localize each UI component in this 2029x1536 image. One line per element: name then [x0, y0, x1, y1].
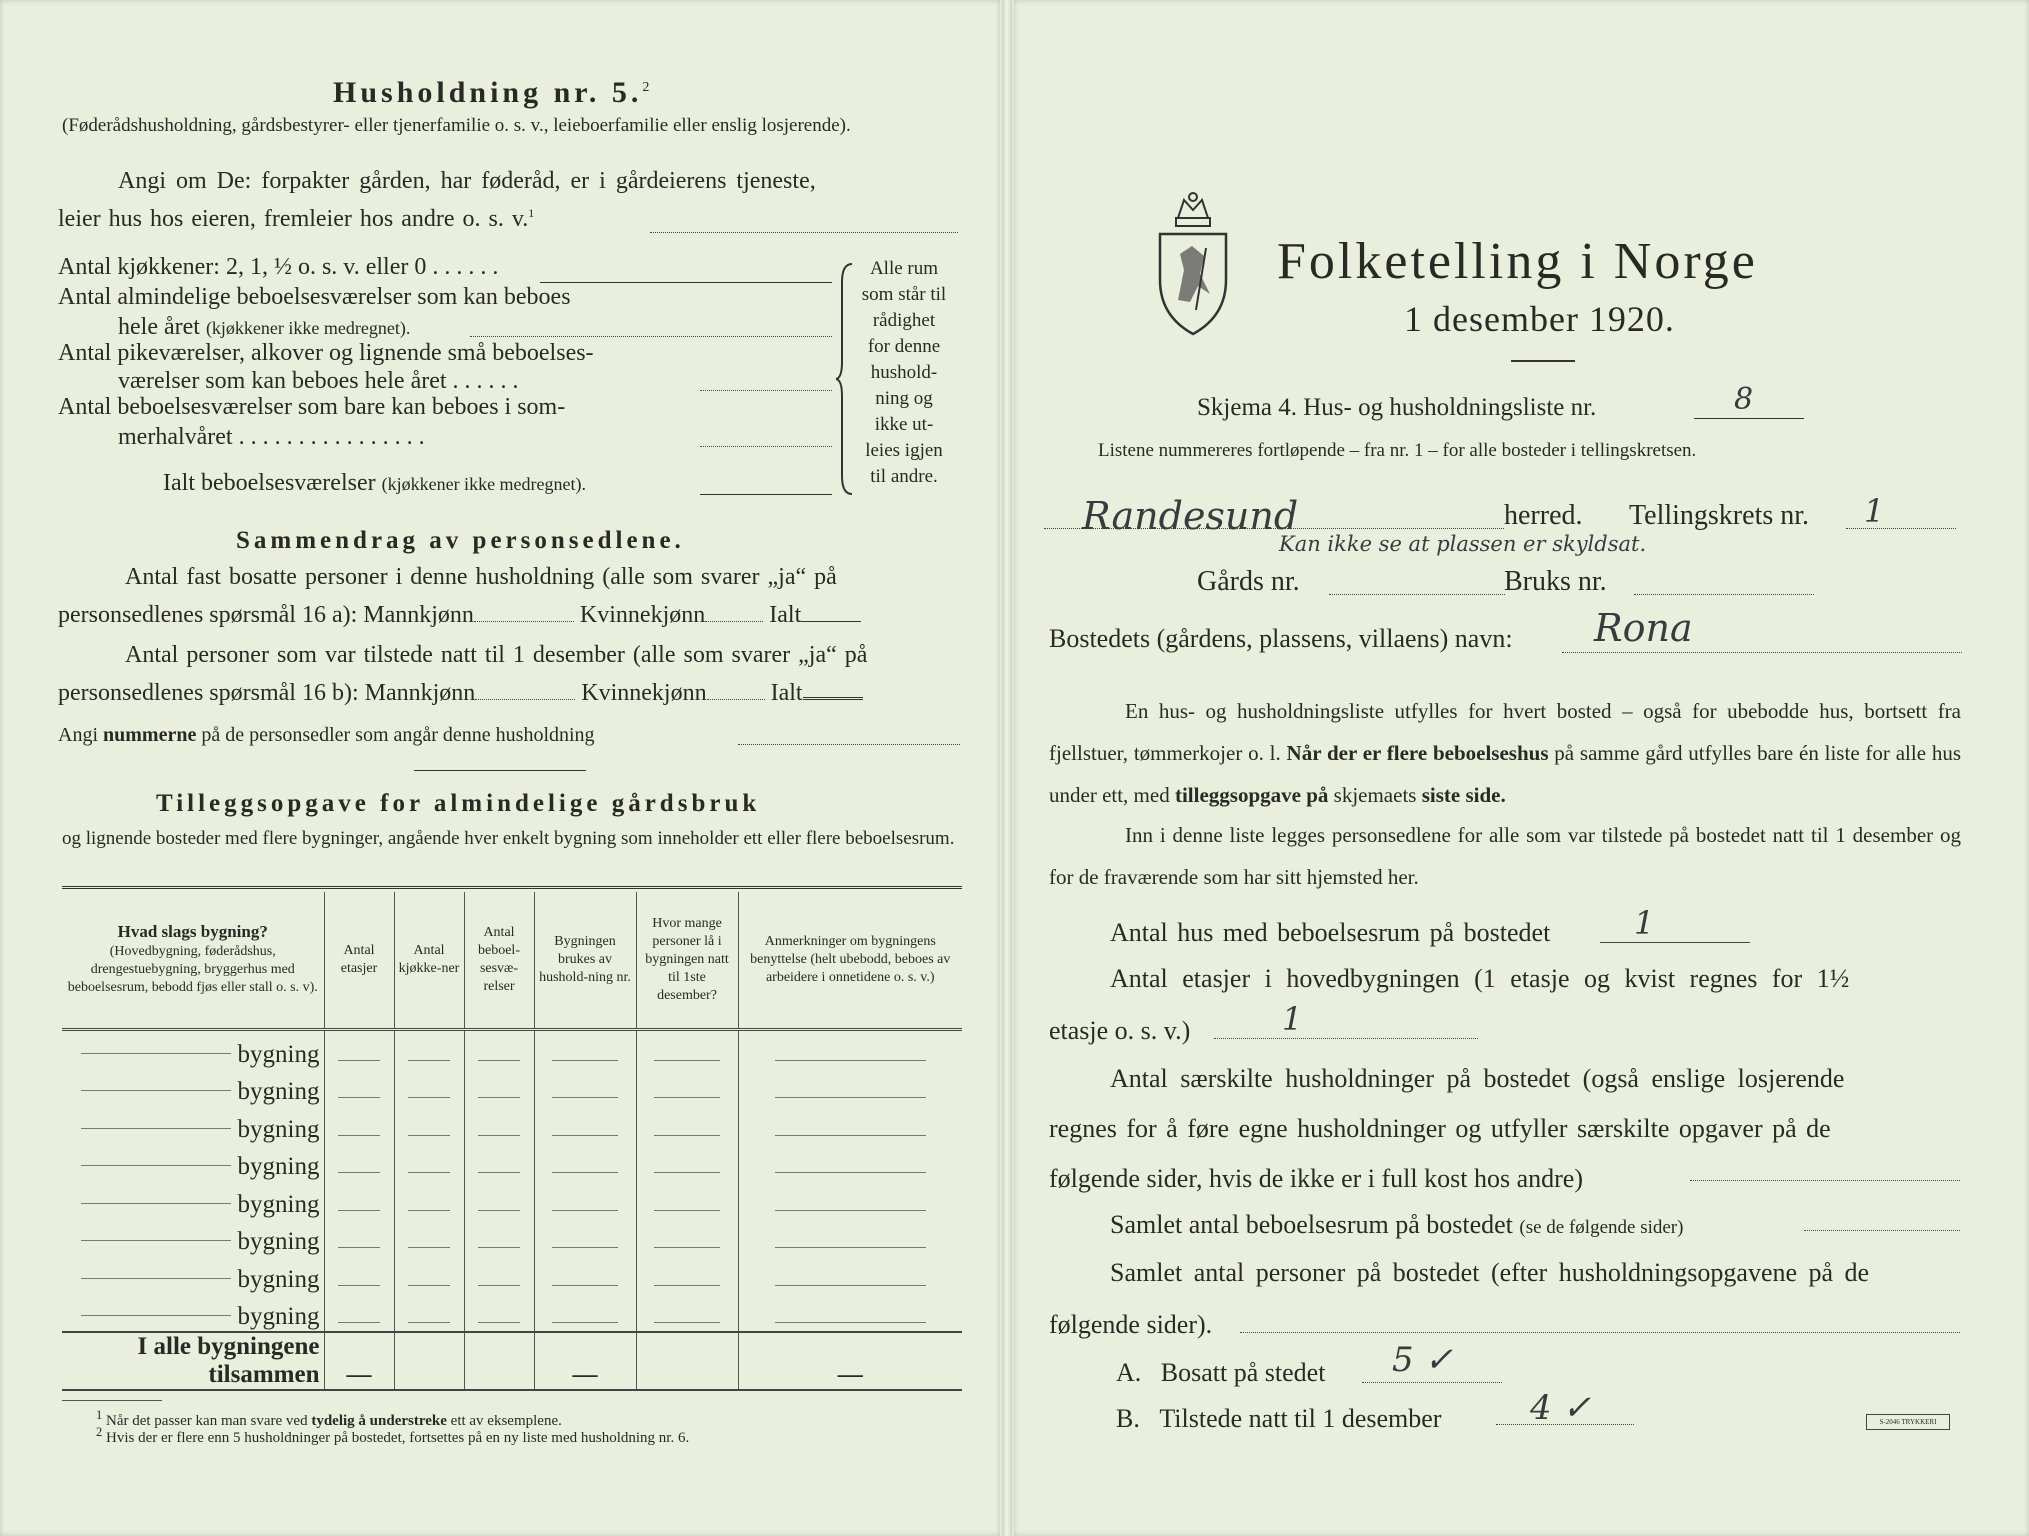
instruction-para-1: En hus- og husholdningsliste utfylles for hvert bosted – også for ubebodde hus, bortsett fra fjellstuer, tømmerkojer o. l. Når der er flere beboelseshus på samme gård utfylles bare én liste for alle hus under ett, med tilleggsopgave på skjemaets siste side. [1049, 699, 1961, 807]
left-page [0, 0, 1000, 1536]
summary-title: Sammendrag av personsedlene. [236, 527, 685, 554]
table-header-row [62, 892, 962, 1030]
houses-answer-line [1600, 942, 1750, 943]
krets-value: 1 [1864, 492, 1885, 530]
printer-stamp: S-2046 TRYKKERI [1866, 1414, 1950, 1430]
angi-numbers-answer-line [738, 744, 960, 745]
header-floors: Antal etasjer [324, 892, 394, 1030]
floors-label-2: etasje o. s. v.) [1049, 1016, 1191, 1045]
summer-rooms-label2: merhalvåret . . . . . . . . . . . . . . . . [118, 424, 425, 450]
floors-value: 1 [1282, 1000, 1303, 1038]
households-label-1: Antal særskilte husholdninger på bostedet (også enslige losjerende [1110, 1064, 1845, 1093]
total-rooms-answer-line [700, 494, 832, 495]
header-rooms: Antal beboel-sesvæ-relser [464, 892, 534, 1030]
gards-answer-line [1329, 594, 1505, 595]
ordinary-rooms-label2: hele året (kjøkkener ikke medregnet). [118, 314, 411, 340]
schema-line: Skjema 4. Hus- og husholdningsliste nr. [1197, 394, 1597, 421]
total-rooms-on-site: Samlet antal beboelsesrum på bostedet (se de følgende sider) [1110, 1210, 1684, 1239]
maid-rooms-label2: værelser som kan beboes hele året . . . . . . [118, 368, 519, 394]
total-rooms-label: Ialt beboelsesværelser (kjøkkener ikke medregnet). [163, 470, 587, 496]
kitchens-label: Antal kjøkkener: 2, 1, ½ o. s. v. eller 0 . . . . . . [58, 254, 499, 280]
page-fold [1002, 0, 1012, 1536]
krets-label: Tellingskrets nr. [1629, 500, 1810, 531]
floors-label-1: Antal etasjer i hovedbygningen (1 etasje og kvist regnes for 1½ [1110, 964, 1850, 993]
summer-rooms-label1: Antal beboelsesværelser som bare kan beboes i som- [58, 394, 566, 420]
household-intro-line1: Angi om De: forpakter gården, har føderåd, er i gårdeierens tjeneste, [118, 168, 816, 194]
table-top-rule [62, 886, 962, 889]
header-building-type: Hvad slags bygning? (Hovedbygning, føderådshus, drengestuebygning, bryggerhus med beboelsesrum, bebodd fjøs eller stall o. s. v). [62, 892, 324, 1030]
total-label: I alle bygningene tilsammen [62, 1332, 324, 1390]
schema-answer-line [1694, 418, 1804, 419]
header-household-used: Bygningen brukes av hushold-ning nr. [534, 892, 636, 1030]
summary-a-line2: personsedlenes spørsmål 16 a): Mannkjønn Kvinnekjønn Ialt [58, 602, 861, 629]
footnote-2: $^2$ Hvis der er flere enn 5 husholdninger på bostedet, fortsettes på en ny liste med husholdning nr. 6. [96, 1425, 690, 1446]
supplement-title: Tilleggsopgave for almindelige gårdsbruk [156, 790, 761, 817]
supplement-text: og lignende bosteder med flere bygninger, angående hver enkelt bygning som inneholder ett eller flere beboelsesrum. [62, 828, 955, 849]
bosted-answer-line [1562, 652, 1962, 653]
table-row: bygning [62, 1219, 962, 1257]
summer-rooms-answer-line [700, 446, 832, 447]
footnote-1: $^1$ Når det passer kan man svare ved tydelig å understreke ett av eksemplene. [96, 1408, 562, 1429]
table-row: bygning [62, 1106, 962, 1144]
angi-numbers-line: Angi nummerne på de personsedler som angår denne husholdning [58, 724, 595, 746]
footnote-rule [62, 1400, 162, 1401]
title-underline [1511, 360, 1575, 362]
census-title: Folketelling i Norge [1277, 233, 1758, 290]
households-label-2: regnes for å føre egne husholdninger og utfyller særskilte opgaver på de [1049, 1114, 1831, 1143]
households-answer-line [1690, 1180, 1960, 1181]
table-total-row: I alle bygningene tilsammen — — — [62, 1332, 962, 1390]
resident-answer-line [1362, 1382, 1502, 1383]
total-persons-label-2: følgende sider). [1049, 1310, 1213, 1339]
herred-note: Kan ikke se at plassen er skyldsat. [1279, 532, 1647, 556]
household-intro-line2: leier hus hos eieren, fremleier hos andre o. s. v.$^1$ [58, 206, 535, 232]
household-title: Husholdning nr. 5.$^2$ [333, 76, 650, 109]
present-label: B. Tilstede natt til 1 desember [1116, 1404, 1442, 1433]
ordinary-rooms-answer-line [470, 336, 832, 337]
maid-rooms-answer-line [700, 390, 832, 391]
household-intro-paren: (Føderådshusholdning, gårdsbestyrer- eller tjenerfamilie o. s. v., leieboerfamilie eller enslig losjerende). [62, 115, 851, 136]
table-row: bygning [62, 1256, 962, 1294]
table-row: bygning [62, 1144, 962, 1182]
gards-label: Gårds nr. [1197, 566, 1300, 597]
households-label-3: følgende sider, hvis de ikke er i full kost hos andre) [1049, 1164, 1583, 1193]
bruks-label: Bruks nr. [1504, 566, 1607, 597]
summary-b-line2: personsedlenes spørsmål 16 b): Mannkjønn Kvinnekjønn Ialt [58, 680, 863, 707]
schema-number: 8 [1734, 382, 1754, 417]
houses-value: 1 [1634, 904, 1655, 942]
herred-label: herred. [1504, 500, 1583, 531]
kitchens-answer-line [540, 282, 832, 283]
maid-rooms-label1: Antal pikeværelser, alkover og lignende små beboelses- [58, 340, 594, 366]
numbering-note: Listene nummereres fortløpende – fra nr. 1 – for alle bosteder i tellingskretsen. [1098, 440, 1697, 461]
bosted-label: Bostedets (gårdens, plassens, villaens) navn: [1049, 624, 1513, 653]
intro-answer-line [650, 232, 958, 233]
total-persons-label-1: Samlet antal personer på bostedet (efter husholdningsopgavene på de [1110, 1258, 1870, 1287]
census-date: 1 desember 1920. [1404, 299, 1675, 339]
summary-a-line1: Antal fast bosatte personer i denne husholdning (alle som svarer „ja“ på [125, 564, 837, 590]
header-persons: Hvor mange personer lå i bygningen natt til 1ste desember? [636, 892, 738, 1030]
herred-value: Randesund [1082, 494, 1299, 538]
ordinary-rooms-label1: Antal almindelige beboelsesværelser som kan beboes [58, 284, 571, 310]
krets-answer-line [1846, 528, 1956, 529]
section-divider [414, 770, 586, 771]
summary-b-line1: Antal personer som var tilstede natt til 1 desember (alle som svarer „ja“ på [125, 642, 868, 668]
houses-label: Antal hus med beboelsesrum på bostedet [1110, 918, 1551, 947]
floors-answer-line [1214, 1038, 1478, 1039]
total-rooms-on-site-line [1804, 1230, 1960, 1231]
norway-coat-of-arms-icon [1154, 190, 1232, 338]
right-page [1014, 0, 2029, 1536]
buildings-table [62, 892, 962, 1391]
bosted-value: Rona [1594, 606, 1693, 650]
resident-label: A. Bosatt på stedet [1116, 1358, 1326, 1387]
header-remarks: Anmerkninger om bygningens benyttelse (helt ubebodd, beboes av arbeidere i onnetidene o. s. v.) [738, 892, 962, 1030]
table-row: bygning [62, 1294, 962, 1333]
table-row: bygning [62, 1030, 962, 1069]
table-row: bygning [62, 1069, 962, 1107]
bruks-answer-line [1634, 594, 1814, 595]
resident-value: 5 ✓ [1392, 1340, 1453, 1380]
header-kitchens: Antal kjøkke-ner [394, 892, 464, 1030]
table-row: bygning [62, 1181, 962, 1219]
present-value: 4 ✓ [1530, 1388, 1591, 1428]
total-persons-answer-line [1240, 1332, 1960, 1333]
rooms-brace-note: Alle rum som står til rådighet for denne hushold- ning og ikke ut- leies igjen til andre. [861, 258, 947, 487]
instruction-para-2: Inn i denne liste legges personsedlene for alle som var tilstede på bostedet natt til 1 desember og for de fraværende som har sitt hjemsted her. [1049, 823, 1961, 889]
